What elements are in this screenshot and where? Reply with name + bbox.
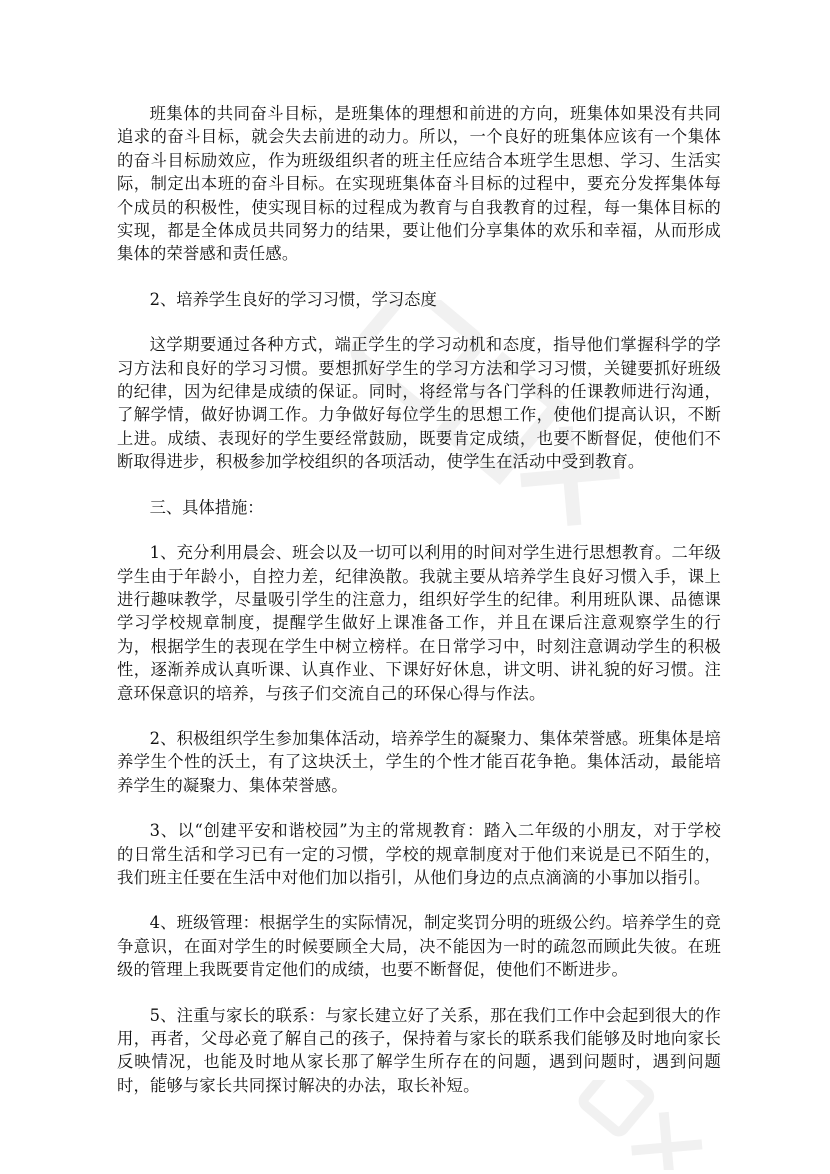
paragraph-measure-5: 5、注重与家长的联系：与家长建立好了关系，那在我们工作中会起到很大的作用，再者，父母必竟了解自己的孩子，保持着与家长的联系我们能够及时地向家长反映情况，也能及时地从家长那了解学生所存在的问题，遇到问题时，遇到问题时，能够与家长共同探讨解决的办法，取长补短。 xyxy=(117,1005,721,1095)
document-body xyxy=(117,102,721,1097)
paragraph-measure-4: 4、班级管理：根据学生的实际情况，制定奖罚分明的班级公约。培养学生的竞争意识，在面对学生的时候要顾全大局，决不能因为一时的疏忽而顾此失彼。在班级的管理上我既要肯定他们的成绩，也要不断督促，使他们不断进步。 xyxy=(117,913,721,980)
paragraph-measure-3: 3、以“创建平安和谐校园”为主的常规教育：踏入二年级的小朋友，对于学校的日常生活和学习已有一定的习惯，学校的规章制度对于他们来说是已不陌生的，我们班主任要在生活中对他们加以指引，从他们身边的点点滴滴的小事加以指引。 xyxy=(117,821,721,887)
paragraph-measure-2: 2、积极组织学生参加集体活动，培养学生的凝聚力、集体荣誉感。班集体是培养学生个性的沃土，有了这块沃土，学生的个性才能百花争艳。集体活动，最能培养学生的凝聚力、集体荣誉感。 xyxy=(117,728,721,795)
paragraph-measure-1: 1、充分利用晨会、班会以及一切可以利用的时间对学生进行思想教育。二年级学生由于年龄小，自控力差，纪律涣散。我就主要从培养学生良好习惯入手，课上进行趣味教学，尽量吸引学生的注意力，组织好学生的纪律。利用班队课、品德课学习学校规章制度，提醒学生做好上课准备工作，并且在课后注意观察学生的行为，根据学生的表现在学生中树立榜样。在日常学习中，时刻注意调动学生的积极性，逐渐养成认真听课、认真作业、下课好好休息，讲文明、讲礼貌的好习惯。注意环保意识的培养，与孩子们交流自己的环保心得与作法。 xyxy=(117,543,721,703)
paragraph-goal: 班集体的共同奋斗目标，是班集体的理想和前进的方向，班集体如果没有共同追求的奋斗目标，就会失去前进的动力。所以，一个良好的班集体应该有一个集体的奋斗目标励效应，作为班级组织者的班主任应结合本班学生思想、学习、生活实际，制定出本班的奋斗目标。在实现班集体奋斗目标的过程中，要充分发挥集体每个成员的积极性，使实现目标的过程成为教育与自我教育的过程，每一集体目标的实现，都是全体成员共同努力的结果，要让他们分享集体的欢乐和幸福，从而形成集体的荣誉感和责任感。 xyxy=(117,104,721,264)
heading-study-habits: 2、培养学生良好的学习习惯，学习态度 xyxy=(149,289,437,309)
paragraph-study-habits: 这学期要通过各种方式，端正学生的学习动机和态度，指导他们掌握科学的学习方法和良好的学习习惯。要想抓好学生的学习方法和学习习惯，关键要抓好班级的纪律，因为纪律是成绩的保证。同时，将经常与各门学科的任课教师进行沟通，了解学情，做好协调工作。力争做好每位学生的思想工作，使他们提高认识，不断上进。成绩、表现好的学生要经常鼓励，既要肯定成绩，也要不断督促，使他们不断取得进步，积极参加学校组织的各项活动，使学生在活动中受到教育。 xyxy=(117,335,721,472)
heading-measures: 三、具体措施： xyxy=(149,497,264,517)
